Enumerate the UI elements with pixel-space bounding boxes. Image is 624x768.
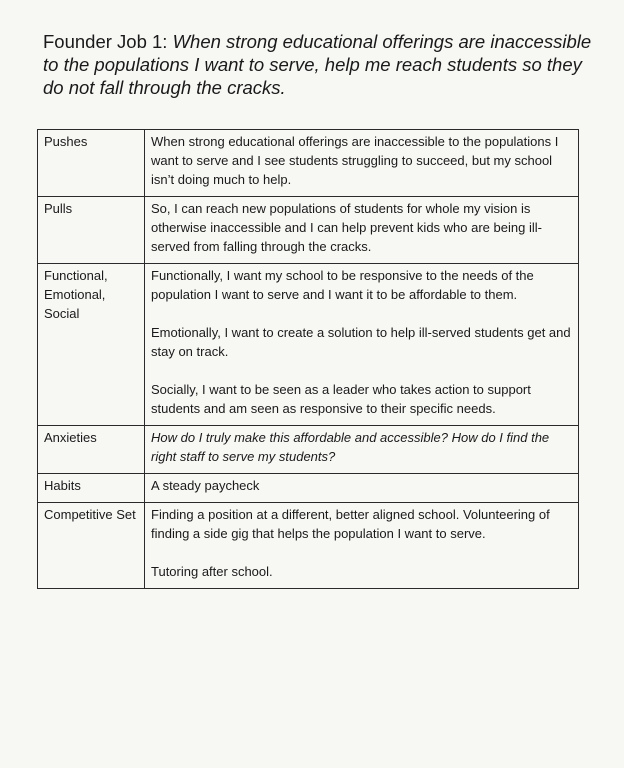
title-job-statement: When strong educational offerings are inaccessible to the populations I want to serve, help me reach students so they do not fall through the cracks. bbox=[43, 31, 592, 98]
row-label: Functional, Emotional, Social bbox=[38, 264, 145, 426]
page-title bbox=[43, 30, 603, 99]
row-paragraph: A steady paycheck bbox=[151, 478, 260, 493]
row-paragraph: When strong educational offerings are inaccessible to the populations I want to serve and I see students struggling to succeed, but my school isn’t doing much to help. bbox=[151, 134, 559, 187]
row-label: Habits bbox=[38, 474, 145, 503]
row-content bbox=[145, 197, 579, 264]
table-row-competitive-set bbox=[38, 503, 579, 589]
row-paragraph: Tutoring after school. bbox=[151, 564, 273, 579]
row-content bbox=[145, 264, 579, 426]
row-paragraph: Functionally, I want my school to be responsive to the needs of the population I want to serve and I want it to be affordable to them. bbox=[151, 268, 534, 302]
row-content bbox=[145, 503, 579, 589]
row-paragraph: Emotionally, I want to create a solution to help ill-served students get and stay on track. bbox=[151, 325, 571, 359]
row-content bbox=[145, 426, 579, 474]
row-content bbox=[145, 130, 579, 197]
row-paragraph: Finding a position at a different, better aligned school. Volunteering of finding a side gig that helps the population I want to serve. bbox=[151, 507, 550, 541]
jobs-to-be-done-table bbox=[37, 129, 579, 589]
row-paragraph: How do I truly make this affordable and accessible? How do I find the right staff to serve my students? bbox=[151, 430, 550, 464]
row-label: Pulls bbox=[38, 197, 145, 264]
table-row-pushes bbox=[38, 130, 579, 197]
row-label: Competitive Set bbox=[38, 503, 145, 589]
row-label: Anxieties bbox=[38, 426, 145, 474]
table-row-pulls bbox=[38, 197, 579, 264]
table-row-anxieties bbox=[38, 426, 579, 474]
row-paragraph: Socially, I want to be seen as a leader who takes action to support students and am seen as responsive to their specific needs. bbox=[151, 382, 531, 416]
table-row-functional-emotional-social bbox=[38, 264, 579, 426]
table-row-habits bbox=[38, 474, 579, 503]
row-content bbox=[145, 474, 579, 503]
title-prefix: Founder Job 1: bbox=[43, 31, 173, 52]
row-paragraph: So, I can reach new populations of students for whole my vision is otherwise inaccessible and I can help prevent kids who are being ill-served from falling through the cracks. bbox=[151, 201, 542, 254]
row-label: Pushes bbox=[38, 130, 145, 197]
